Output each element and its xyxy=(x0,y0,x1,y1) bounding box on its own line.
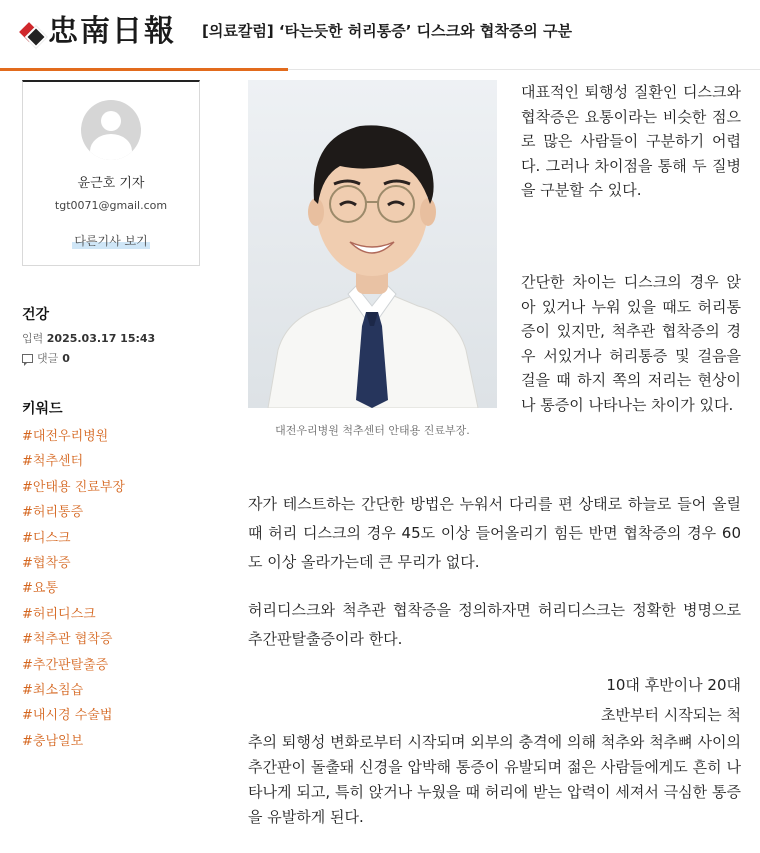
article-paragraph: 대표적인 퇴행성 질환인 디스크와 협착증은 요통이라는 비슷한 점으로 많은 사람들이 구분하기 어렵다. 그러나 차이점을 통해 두 질병을 구분할 수 있다. xyxy=(521,83,741,199)
keyword-list xyxy=(22,429,125,759)
keyword-link[interactable]: #최소침습 xyxy=(22,682,84,698)
keyword-link[interactable]: #추간판탈출증 xyxy=(22,657,109,673)
header-progress-bar xyxy=(0,68,288,71)
article-paragraph: 10대 후반이나 20대 xyxy=(606,676,741,694)
keyword-link[interactable]: #허리디스크 xyxy=(22,606,96,622)
comment-number: 0 xyxy=(62,351,70,365)
keyword-link[interactable]: #허리통증 xyxy=(22,505,84,521)
comment-count[interactable] xyxy=(22,350,70,366)
photo-caption: 대전우리병원 척추센터 안태용 진료부장. xyxy=(275,424,470,437)
more-articles-link[interactable]: 다른기사 보기 xyxy=(74,234,148,248)
comment-icon xyxy=(22,354,33,363)
article-paragraph: 자가 테스트하는 간단한 방법은 누워서 다리를 편 상태로 하늘로 들어 올릴 때 허리 디스크의 경우 45도 이상 들어올리기 힘든 반면 협착증의 경우 60도 이상 올라가는데 큰 무리가 없다. xyxy=(248,495,741,571)
logo-text: 忠南日報 xyxy=(48,14,176,49)
logo-mark-icon xyxy=(22,21,44,43)
article-paragraph: 허리디스크와 척추관 협착증을 정의하자면 허리디스크는 정확한 병명으로 추간판탈출증이라 한다. xyxy=(248,601,741,648)
date-label: 입력 xyxy=(22,332,44,345)
comment-label: 댓글 xyxy=(37,352,59,365)
keyword-link[interactable]: #디스크 xyxy=(22,530,71,546)
date-value: 2025.03.17 15:43 xyxy=(46,332,156,345)
article-paragraph: 간단한 차이는 디스크의 경우 앉아 있거나 누워 있을 때도 허리통증이 있지만, 척추관 협착증의 경우 서있거나 허리통증 및 걸음을 걸을 때 하지 쪽의 저리는 현상이나 통증이 나타나는 차이가 있다. xyxy=(521,273,741,414)
keyword-link[interactable]: #충남일보 xyxy=(22,733,84,749)
author-email[interactable]: tgt0071@gmail.com xyxy=(54,199,168,212)
publish-date xyxy=(22,330,155,346)
keywords-title: 키워드 xyxy=(22,401,63,417)
section-label[interactable]: 건강 xyxy=(22,307,50,323)
author-name: 윤근호 기자 xyxy=(77,176,145,191)
keyword-link[interactable]: #협착증 xyxy=(22,555,71,571)
article-headline: [의료칼럼] ‘타는듯한 허리통증’ 디스크와 협착증의 구분 xyxy=(202,22,573,40)
doctor-portrait-image xyxy=(248,80,497,408)
avatar-icon xyxy=(81,100,141,160)
keyword-link[interactable]: #요통 xyxy=(22,581,59,597)
keyword-link[interactable]: #대전우리병원 xyxy=(22,429,109,444)
article-paragraph: 초반부터 시작되는 척 xyxy=(601,706,741,724)
article-photo[interactable] xyxy=(248,80,497,408)
article-paragraph: 추의 퇴행성 변화로부터 시작되며 외부의 충격에 의해 척추와 척추뼈 사이의 추간판이 돌출돼 신경을 압박해 통증이 유발되며 젊은 사람들에게도 흔히 나타나게 되고, 특히 앉거나 누웠을 때 허리에 받는 압력이 세져서 극심한 통증을 유발하게 된다. xyxy=(248,733,741,826)
keyword-link[interactable]: #척추관 협착증 xyxy=(22,632,113,648)
site-header xyxy=(0,0,760,70)
keyword-link[interactable]: #안태용 진료부장 xyxy=(22,479,125,495)
keyword-link[interactable]: #척추센터 xyxy=(22,454,84,470)
keyword-link[interactable]: #내시경 수술법 xyxy=(22,708,113,724)
site-logo[interactable] xyxy=(22,14,176,50)
author-box xyxy=(22,80,200,266)
